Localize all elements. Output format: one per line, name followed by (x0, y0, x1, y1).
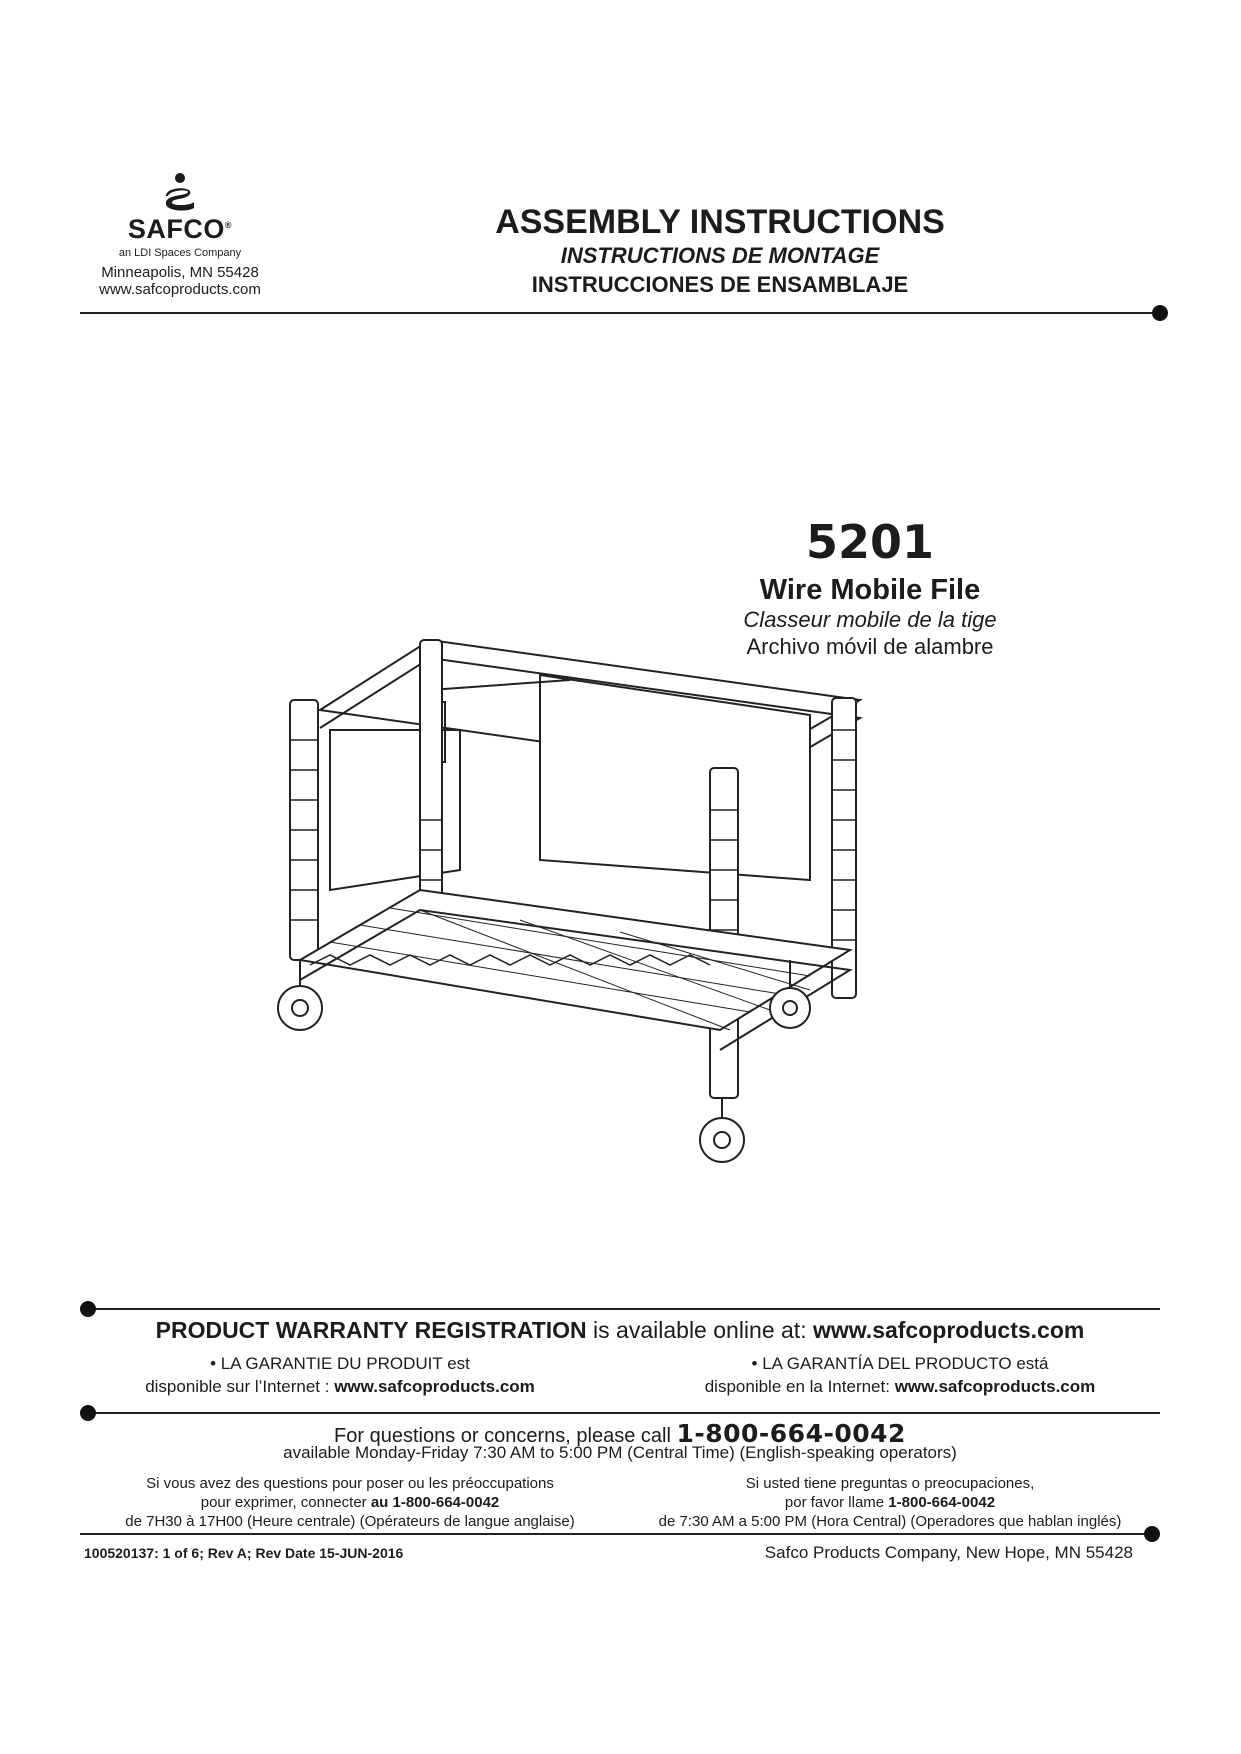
title-spanish: INSTRUCCIONES DE ENSAMBLAJE (531, 272, 909, 297)
warranty-url-link[interactable]: www.safcoproducts.com (812, 1317, 1085, 1343)
document-reference: 100520137: 1 of 6; Rev A; Rev Date 15-JUN-2016 (84, 1545, 404, 1561)
contact-line: For questions or concerns, please call 1-800-664-0042 (334, 1419, 906, 1448)
model-number: 5201 (805, 515, 935, 569)
product-name-spanish: Archivo móvil de alambre (746, 634, 994, 659)
caster-front-right (700, 1118, 744, 1162)
contact-french: Si vous avez des questions pour poser ou les préoccupations pour exprimer, connecter au 1-800-664-0042 de 7H30 à 17H00 (Heure centrale) (Opérateurs de langue anglaise) (125, 1475, 575, 1530)
header-divider (80, 312, 1160, 314)
footer-divider (80, 1533, 1152, 1535)
logo-tagline: an LDI Spaces Company (118, 247, 242, 259)
title-french: INSTRUCTIONS DE MONTAGE (560, 243, 880, 268)
divider-dot (1144, 1526, 1160, 1542)
company-address: Safco Products Company, New Hope, MN 55428 (764, 1543, 1133, 1562)
divider-dot (80, 1301, 96, 1317)
contact-top-divider (88, 1412, 1160, 1414)
warranty-registration-line: PRODUCT WARRANTY REGISTRATION is available online at: www.safcoproducts.com (155, 1317, 1085, 1343)
product-name-english: Wire Mobile File (759, 574, 981, 606)
caster-back-right (770, 988, 810, 1028)
warranty-top-divider (88, 1308, 1160, 1310)
product-name-french: Classeur mobile de la tige (743, 607, 997, 632)
logo-name: SAFCO® (127, 214, 233, 244)
phone-number-french[interactable]: au 1-800-664-0042 (370, 1494, 500, 1511)
post-back-left (420, 640, 442, 930)
warranty-spanish: • LA GARANTÍA DEL PRODUCTO está disponible en la Internet: www.safcoproducts.com (704, 1354, 1096, 1396)
phone-number-spanish[interactable]: 1-800-664-0042 (888, 1494, 996, 1511)
title-english: ASSEMBLY INSTRUCTIONS (495, 203, 945, 241)
wire-mobile-file-illustration (270, 620, 900, 1220)
caster-front-left (278, 986, 322, 1030)
warranty-spanish-url[interactable]: www.safcoproducts.com (894, 1377, 1096, 1396)
warranty-french: • LA GARANTIE DU PRODUIT est disponible sur l’Internet : www.safcoproducts.com (145, 1354, 535, 1396)
logo-city: Minneapolis, MN 55428 (101, 264, 259, 281)
contact-availability: available Monday-Friday 7:30 AM to 5:00 PM (Central Time) (English-speaking operators) (283, 1443, 957, 1462)
company-logo-block (80, 172, 280, 298)
contact-spanish: Si usted tiene preguntas o preocupaciones, por favor llame 1-800-664-0042 de 7:30 AM a 5:00 PM (Hora Central) (Operadores que hablan inglés) (658, 1475, 1122, 1530)
safco-logo-icon (160, 172, 200, 212)
logo-url: www.safcoproducts.com (99, 281, 261, 298)
warranty-french-url[interactable]: www.safcoproducts.com (334, 1377, 535, 1396)
phone-number[interactable]: 1-800-664-0042 (676, 1419, 906, 1448)
divider-dot (1152, 305, 1168, 321)
